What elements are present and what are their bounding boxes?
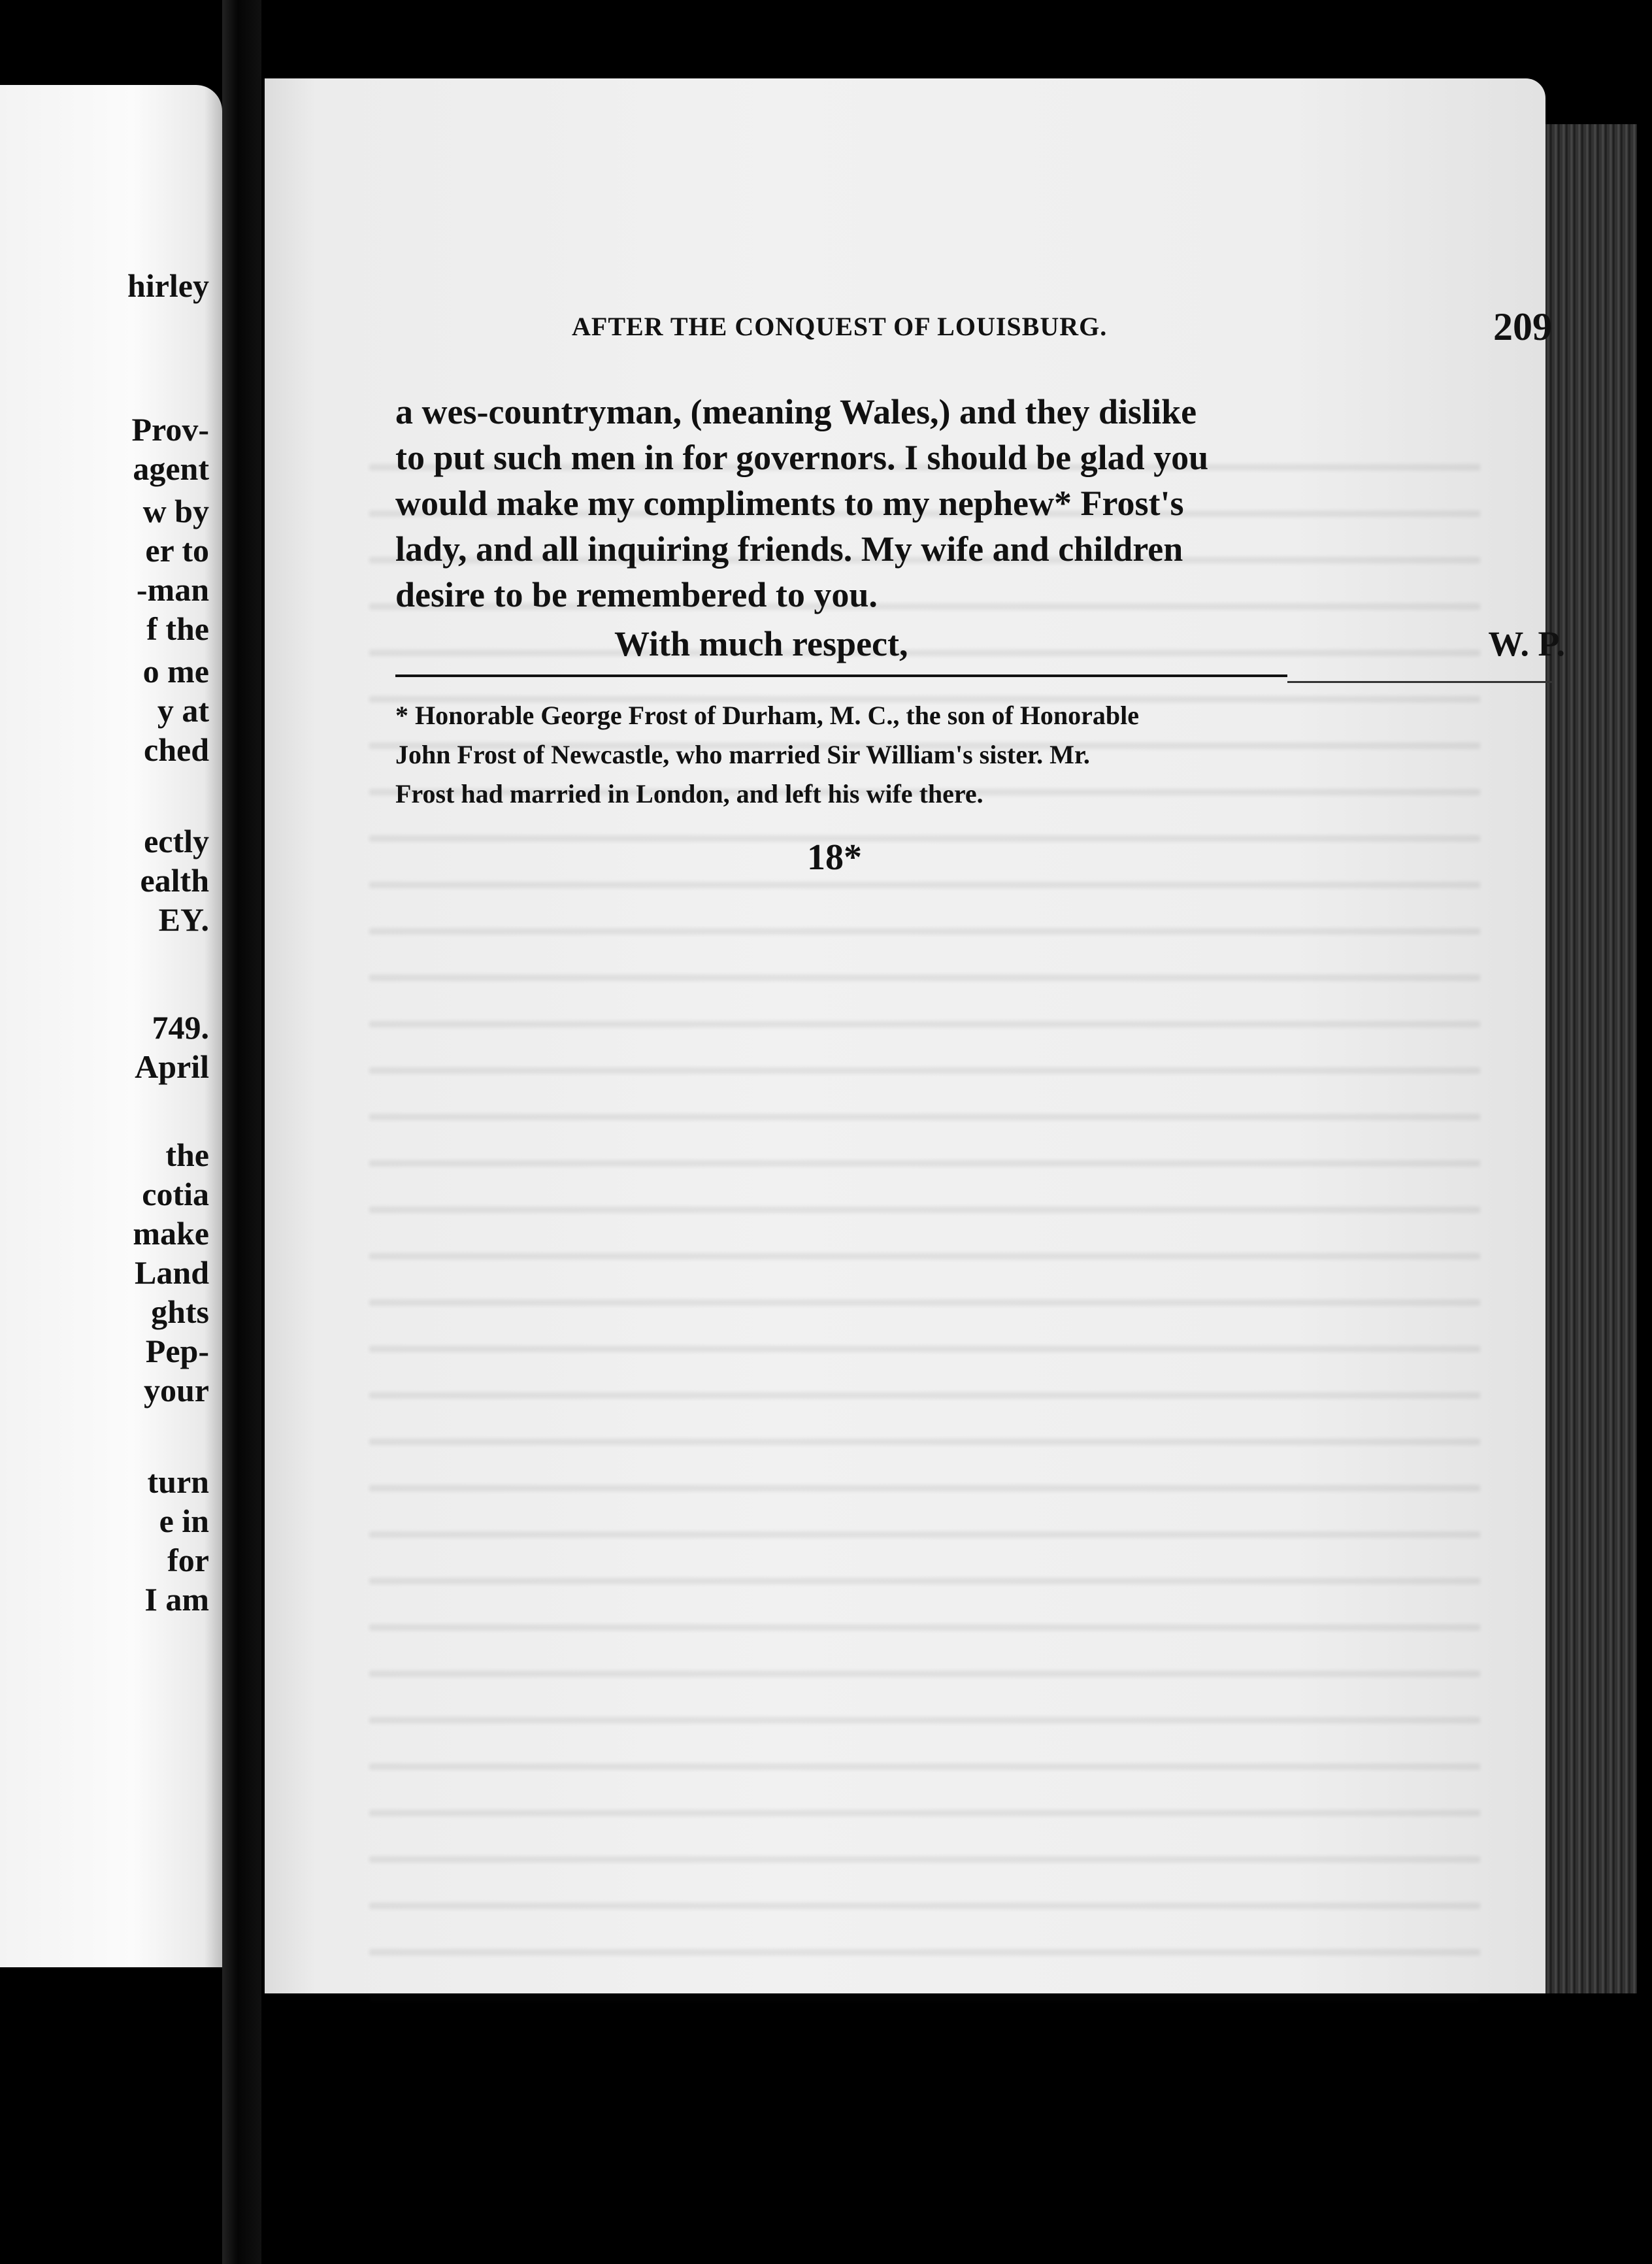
previous-page-line: ectly bbox=[144, 823, 209, 859]
body-line: to put such men in for governors. I should be glad you bbox=[395, 438, 1209, 477]
previous-page-line: I am bbox=[144, 1581, 209, 1618]
footnote-rule bbox=[395, 674, 1287, 677]
body-line: a wes-countryman, (meaning Wales,) and they dislike bbox=[395, 392, 1197, 431]
previous-page-line: 749. bbox=[152, 1009, 209, 1046]
book-gutter bbox=[222, 0, 261, 2264]
previous-page-line: f the bbox=[146, 610, 209, 647]
printer-signature-mark: 18* bbox=[807, 837, 862, 878]
previous-page-line: agent bbox=[133, 450, 209, 487]
previous-page-line: Pep- bbox=[145, 1333, 209, 1369]
previous-page-line: EY. bbox=[158, 901, 209, 938]
body-line: lady, and all inquiring friends. My wife and children bbox=[395, 529, 1183, 569]
footnote-line: * Honorable George Frost of Durham, M. C., the son of Honorable bbox=[395, 701, 1140, 730]
previous-page-line: the bbox=[165, 1137, 209, 1173]
previous-page-line: y at bbox=[157, 692, 209, 729]
body-line: would make my compliments to my nephew* Frost's bbox=[395, 484, 1184, 523]
book-page bbox=[265, 78, 1565, 1993]
letter-signature: W. P. bbox=[1488, 624, 1565, 663]
previous-page bbox=[0, 85, 222, 1967]
footnote bbox=[395, 696, 1565, 814]
previous-page-line: w by bbox=[142, 493, 209, 529]
footnote-rule-extension bbox=[1287, 681, 1552, 683]
previous-page-line: for bbox=[167, 1542, 209, 1578]
previous-page-line: Prov- bbox=[131, 411, 209, 448]
previous-page-line: -man bbox=[136, 571, 209, 608]
letter-closing-row bbox=[395, 621, 1565, 667]
previous-page-line: ealth bbox=[140, 862, 209, 899]
running-head: AFTER THE CONQUEST OF LOUISBURG. bbox=[572, 312, 1108, 341]
previous-page-line: er to bbox=[145, 532, 209, 569]
previous-page-line: April bbox=[135, 1048, 209, 1085]
previous-page-line: cotia bbox=[142, 1176, 209, 1212]
previous-page-line: your bbox=[144, 1372, 209, 1408]
body-text bbox=[395, 389, 1565, 618]
previous-page-line: Land bbox=[135, 1254, 209, 1291]
body-line: desire to be remembered to you. bbox=[395, 575, 878, 614]
previous-page-line: make bbox=[133, 1215, 209, 1252]
previous-page-line: e in bbox=[159, 1503, 209, 1539]
page-number: 209 bbox=[1493, 305, 1552, 348]
footnote-line: John Frost of Newcastle, who married Sir William's sister. Mr. bbox=[395, 740, 1090, 769]
previous-page-line: o me bbox=[142, 653, 209, 690]
previous-page-line: turn bbox=[147, 1463, 209, 1500]
footnote-line: Frost had married in London, and left his wife there. bbox=[395, 779, 983, 808]
previous-page-line: ghts bbox=[151, 1293, 209, 1330]
letter-closing: With much respect, bbox=[614, 624, 908, 663]
previous-page-line: hirley bbox=[127, 267, 209, 304]
previous-page-line: ched bbox=[144, 731, 209, 768]
show-through-text bbox=[369, 444, 1480, 2013]
